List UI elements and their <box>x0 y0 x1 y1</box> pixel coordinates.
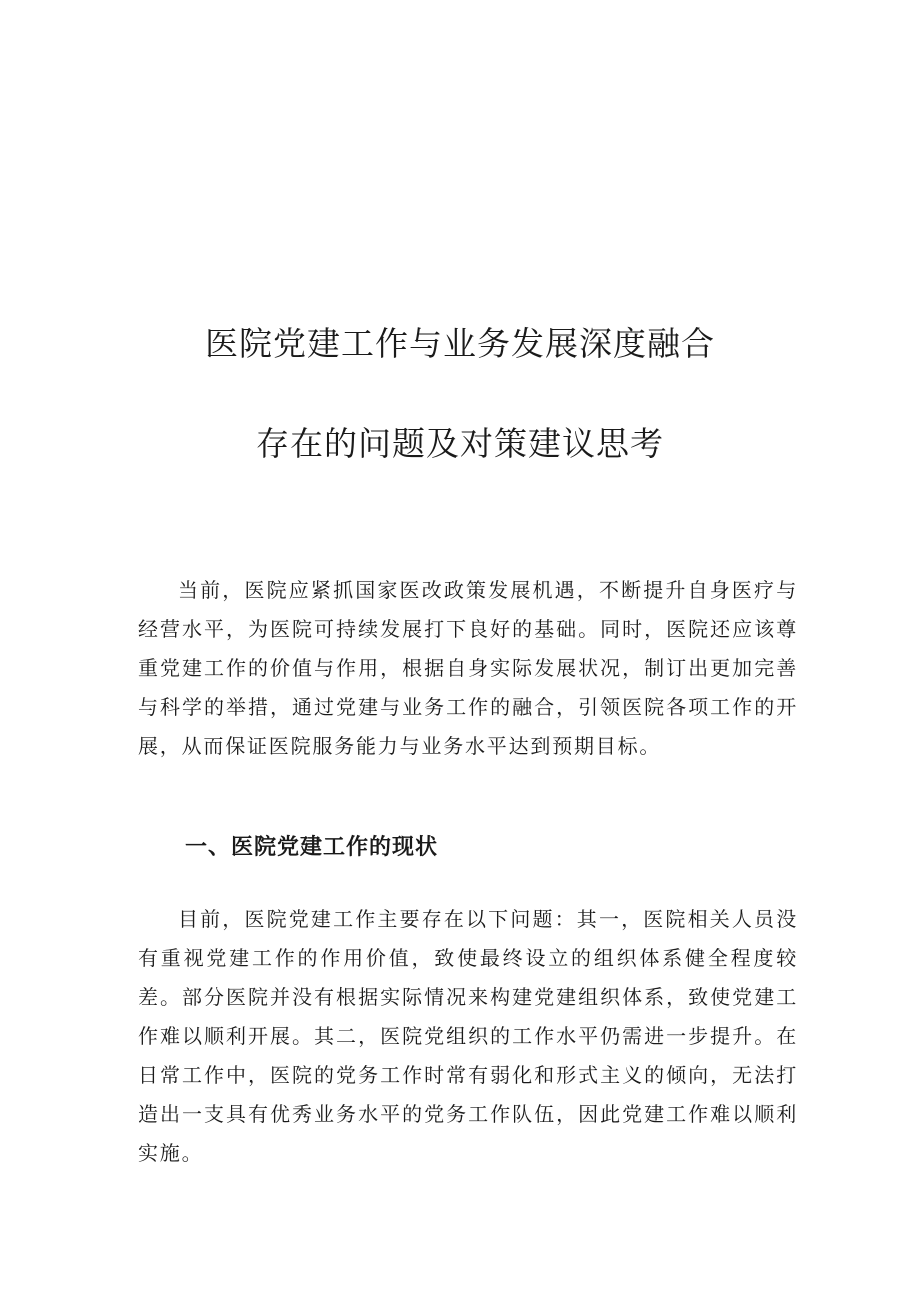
document-title-line-1: 医院党建工作与业务发展深度融合 <box>205 324 715 363</box>
intro-paragraph: 当前，医院应紧抓国家医改政策发展机遇，不断提升自身医疗与经营水平，为医院可持续发展打下良好的基础。同时，医院还应该尊重党建工作的价值与作用，根据自身实际发展状况，制订出更加完善与科学的举措，通过党建与业务工作的融合，引领医院各项工作的开展，从而保证医院服务能力与业务水平达到预期目标。 <box>138 578 798 758</box>
document-title-line-2: 存在的问题及对策建议思考 <box>256 424 664 463</box>
section-paragraph: 目前，医院党建工作主要存在以下问题：其一，医院相关人员没有重视党建工作的作用价值，致使最终设立的组织体系健全程度较差。部分医院并没有根据实际情况来构建党建组织体系，致使党建工作难以顺利开展。其二，医院党组织的工作水平仍需进一步提升。在日常工作中，医院的党务工作时常有弱化和形式主义的倾向，无法打造出一支具有优秀业务水平的党务工作队伍，因此党建工作难以顺利实施。 <box>138 907 798 1165</box>
section-heading: 一、医院党建工作的现状 <box>185 835 439 860</box>
